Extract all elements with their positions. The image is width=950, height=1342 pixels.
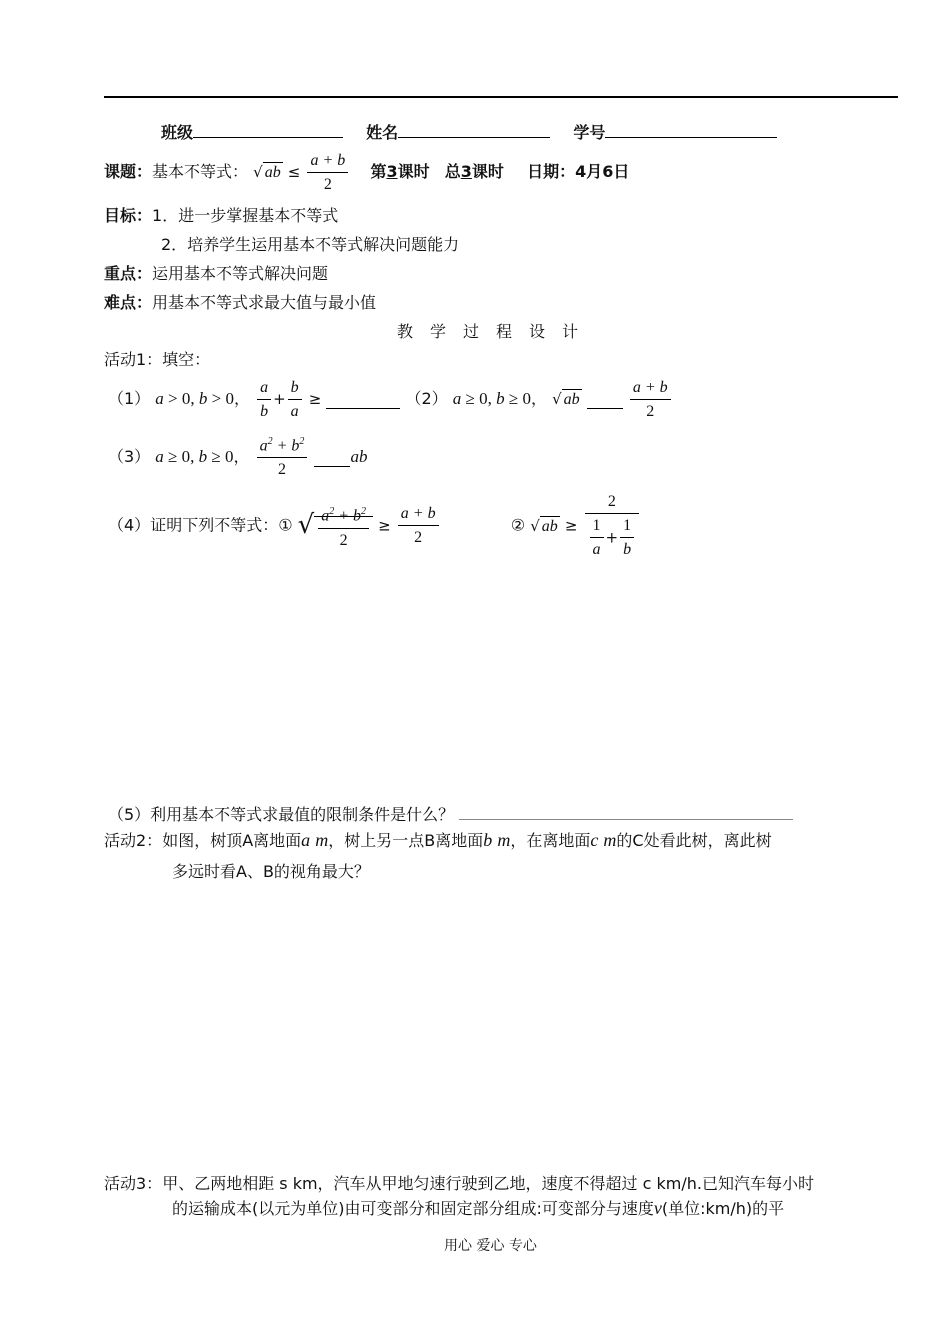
id-blank[interactable] [605, 119, 777, 138]
a2-plus-b2-over-2: $\frac{a^2 + b^2}{2}$ [257, 437, 308, 478]
date-text: 日期：4月6日 [527, 162, 630, 181]
activity1-row-2: （3） a ≥ 0, b ≥ 0， $\frac{a^2 + b^2}{2}$ ab [108, 435, 368, 479]
var-a: a [301, 830, 311, 850]
goal-item-2: 2．培养学生运用基本不等式解决问题能力 [161, 235, 460, 254]
activity2-text-d: 的C处看此树，离此树 [616, 831, 772, 850]
total-label-b: 课时 [471, 162, 504, 181]
total-num: 3 [460, 162, 472, 181]
q5-line [108, 801, 793, 825]
difficulty-line [104, 290, 376, 313]
keypoint-label: 重点： [104, 264, 153, 283]
activity3-line-2 [172, 1196, 784, 1219]
activity3-text-2b: (单位:km/h)的平 [661, 1199, 785, 1218]
q4-text: 证明下列不等式：① [150, 515, 293, 535]
q4-number: （4） [108, 515, 151, 535]
sqrt-mean-square: √ $\frac{a^2 + b^2}{2}$ [298, 495, 373, 558]
q2-blank[interactable] [587, 390, 623, 409]
student-info-line [161, 119, 777, 143]
harmonic-mean: 2 $\frac{1}{a}$ + $\frac{1}{b}$ [585, 494, 640, 558]
section-title: 教学过程设计 [397, 322, 596, 341]
difficulty-text: 用基本不等式求最大值与最小值 [152, 293, 377, 312]
activity3-prefix: 活动3： [104, 1174, 163, 1193]
q3-blank[interactable] [314, 448, 350, 467]
q1-number: （1） [108, 389, 151, 408]
var-v: v [653, 1198, 662, 1218]
activity1-row-1: （1） a > 0, b > 0， $\frac{a}{b}$ + $\frac{b}{a}$ ≥ （2） a ≥ 0, b ≥ 0， √ ab $\frac{a + b}{2}$ [108, 374, 673, 424]
page-footer: 用心 爱心 专心 [444, 1238, 537, 1254]
sqrt-ab: √ ab [552, 390, 580, 408]
arithmetic-mean: $\frac{a + b}{2}$ [398, 506, 439, 546]
activity2-text-b: ，树上另一点B离地面 [328, 831, 484, 850]
keypoint-text: 运用基本不等式解决问题 [152, 264, 329, 283]
q3-number: （3） [108, 447, 151, 466]
top-rule [104, 96, 898, 98]
activity3-line-1 [104, 1171, 814, 1194]
name-blank[interactable] [398, 119, 550, 138]
a-over-b: $\frac{a}{b}$ [257, 380, 271, 420]
name-label: 姓名 [366, 123, 399, 142]
sqrt-ab-formula: √ ab [253, 163, 281, 181]
keypoint-line [104, 261, 328, 284]
activity3-text-1: 甲、乙两地相距 s km，汽车从甲地匀速行驶到乙地，速度不得超过 c km/h.已知汽车每小时 [162, 1174, 814, 1193]
b-over-a: $\frac{b}{a}$ [288, 380, 302, 420]
q5-blank[interactable] [459, 801, 793, 820]
goals-label: 目标： [104, 206, 153, 225]
activity2-line-2: 多远时看A、B的视角最大？ [172, 862, 370, 881]
goals-line-2 [161, 232, 459, 255]
var-b: b [483, 830, 493, 850]
topic-label: 课题： [104, 162, 153, 181]
q4-second-marker: ② [510, 515, 526, 535]
lesson-label-a: 第 [370, 162, 387, 181]
q5-text: （5）利用基本不等式求最值的限制条件是什么？ [108, 805, 455, 824]
activity2-text-c: ，在离地面 [510, 831, 591, 850]
lesson-num: 3 [386, 162, 398, 181]
total-label-a: 总 [444, 162, 461, 181]
unit-m-b: m [497, 830, 511, 850]
activity2-prefix: 活动2： [104, 831, 163, 850]
goals-line-1 [104, 203, 338, 226]
activity2-line-1 [104, 828, 772, 851]
a-plus-b-over-2-q2: $\frac{a + b}{2}$ [630, 380, 671, 420]
unit-m-a: m [315, 830, 329, 850]
goal-item-1: 1．进一步掌握基本不等式 [152, 206, 339, 225]
activity1-title: 活动1：填空： [104, 350, 211, 369]
activity1-row-3: （4）证明下列不等式：① √ $\frac{a^2 + b^2}{2}$ ≥ $\frac{a + b}{2}$ ② √ ab ≥ 2 $\frac{1}{a}$ + $\frac{1}{b}$ [108, 494, 641, 564]
q2-number: （2） [405, 389, 448, 408]
unit-m-c: m [603, 830, 617, 850]
sqrt-ab-q4: √ ab [530, 516, 558, 535]
a-plus-b-over-2: $\frac{a + b}{2}$ [307, 153, 348, 193]
class-blank[interactable] [193, 119, 343, 138]
topic-text: 基本不等式： [152, 162, 249, 181]
difficulty-label: 难点： [104, 293, 153, 312]
activity2-text-a: 如图，树顶A离地面 [162, 831, 302, 850]
activity3-text-2a: 的运输成本(以元为单位)由可变部分和固定部分组成:可变部分与速度 [172, 1199, 654, 1218]
id-label: 学号 [573, 123, 606, 142]
topic-line: 课题：基本不等式： √ ab ≤ $\frac{a + b}{2}$ 第3课时 总3课时 日期：4月6日 [104, 150, 629, 194]
q1-blank[interactable] [326, 390, 400, 409]
var-c: c [590, 830, 599, 850]
class-label: 班级 [161, 123, 194, 142]
lesson-label-b: 课时 [397, 162, 430, 181]
